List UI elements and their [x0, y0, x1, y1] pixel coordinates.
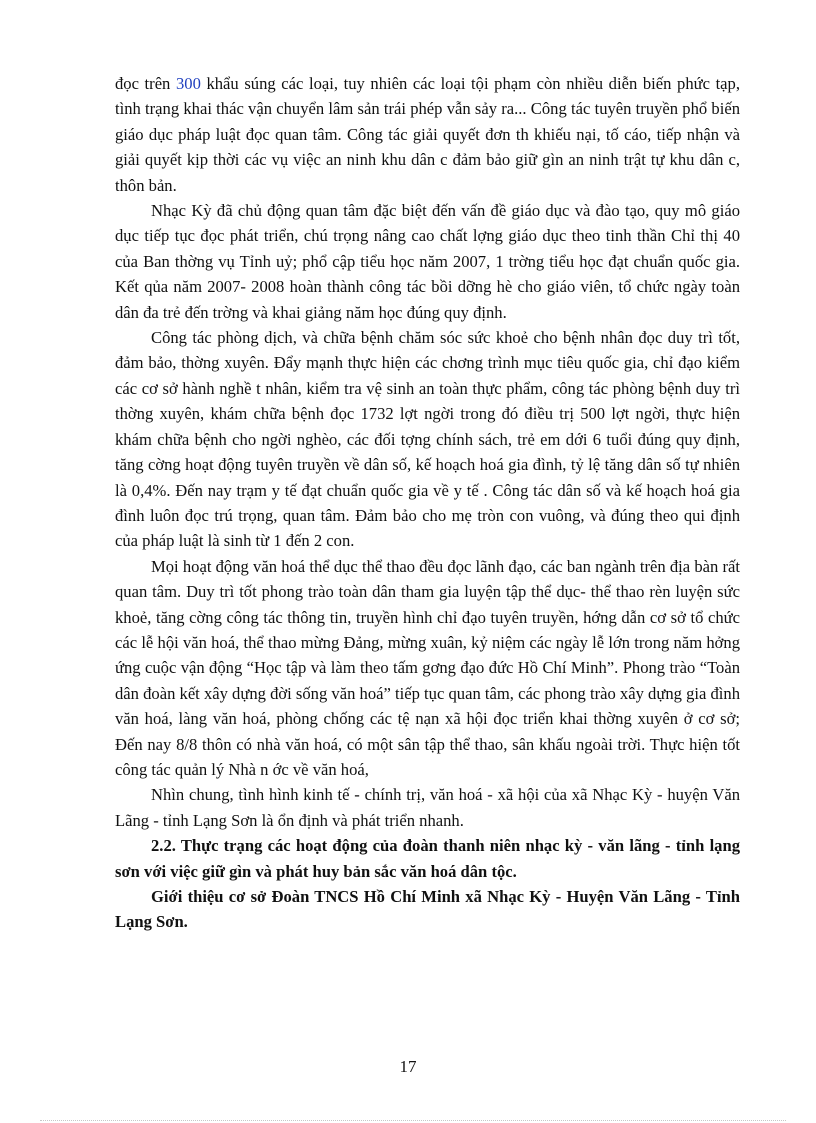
paragraph-4: Mọi hoạt động văn hoá thể dục thể thao đều đọc lãnh đạo, các ban ngành trên địa bàn rất quan tâm. Duy trì tốt phong trào toàn dân tham gia luyện tập thể dục- thể thao rèn luyện sức khoẻ, tăng cờng công tác thông tin, truyền hình chỉ đạo tuyên truyền, hớng dẫn cơ sở tổ chức các lễ hội văn hoá, thể thao mừng Đảng, mừng xuân, kỷ niệm các ngày lễ lớn trong năm hởng ứng cuộc vận động “Học tập và làm theo tấm gơng đạo đức Hồ Chí Minh”. Phong trào “Toàn dân đoàn kết xây dựng đời sống văn hoá” tiếp tục quan tâm, các phong trào xây dựng gia đình văn hoá, làng văn hoá, phòng chống các tệ nạn xã hội đọc triển khai thờng xuyên ở cơ sở; Đến nay 8/8 thôn có nhà văn hoá, có một sân tập thể thao, sân khấu ngoài trời. Thực hiện tốt công tác quản lý Nhà n ớc về văn hoá,: [115, 556, 740, 779]
section-heading: 2.2. Thực trạng các hoạt động của đoàn thanh niên nhạc kỳ - văn lãng - tỉnh lạng sơn với việc giữ gìn và phát huy bản sắc văn hoá dân tộc.: [115, 836, 740, 881]
highlighted-number: 300: [175, 74, 201, 93]
page-number: 17: [399, 1057, 417, 1076]
paragraph-2: Nhạc Kỳ đã chủ động quan tâm đặc biệt đến vấn đề giáo dục và đào tạo, quy mô giáo dục tiếp tục đọc phát triển, chú trọng nâng cao chất lợng giáo dục theo tinh thần Chỉ thị 40 của Ban thờng vụ Tỉnh uỷ; phổ cập tiểu học năm 2007, 1 trờng tiểu học đạt chuẩn quốc gia. Kết qủa năm 2007- 2008 hoàn thành công tác bồi dỡng hè cho giáo viên, tổ chức ngày toàn dân đa trẻ đến trờng và khai giảng năm học đúng quy định.: [115, 201, 740, 322]
paragraph-5: Nhìn chung, tình hình kinh tế - chính trị, văn hoá - xã hội của xã Nhạc Kỳ - huyện Văn Lãng - tỉnh Lạng Sơn là ổn định và phát triển nhanh.: [115, 785, 740, 830]
paragraph-3: Công tác phòng dịch, và chữa bệnh chăm sóc sức khoẻ cho bệnh nhân đọc duy trì tốt, đảm bảo, thờng xuyên. Đẩy mạnh thực hiện các chơng trình mục tiêu quốc gia, chỉ đạo kiểm các cơ sở hành nghề t nhân, kiểm tra vệ sinh an toàn thực phẩm, công tác phòng bệnh duy trì thờng xuyên, khám chữa bệnh đọc 1732 lợt ngời trong đó điều trị 500 lợt ngời, thực hiện khám chữa bệnh cho ngời nghèo, các đối tợng chính sách, trẻ em dới 6 tuổi đúng quy định, tăng cờng hoạt động tuyên truyền về dân số, kế hoạch hoá gia đình, tỷ lệ tăng dân số tự nhiên là 0,4%. Đến nay trạm y tế đạt chuẩn quốc gia về y tế . Công tác dân số và kế hoạch hoá gia đình luôn đọc trú trọng, quan tâm. Đảm bảo cho mẹ tròn con vuông, và đúng theo qui định của pháp luật là sinh từ 1 đến 2 con.: [115, 328, 740, 551]
subsection-heading: Giới thiệu cơ sở Đoàn TNCS Hồ Chí Minh xã Nhạc Kỳ - Huyện Văn Lãng - Tỉnh Lạng Sơn.: [115, 887, 740, 932]
paragraph-1: [115, 71, 740, 198]
page-bottom-border: [40, 1120, 786, 1121]
document-page: [115, 71, 740, 935]
paragraph-1-rest: khẩu súng các loại, tuy nhiên các loại tội phạm còn nhiều diễn biến phức tạp, tình trạng khai thác vận chuyển lâm sản trái phép vẫn sảy ra... Công tác tuyên truyền phổ biến giáo dục pháp luật đọc quan tâm. Công tác giải quyết đơn th khiếu nại, tố cáo, tiếp nhận và giải quyết kịp thời các vụ việc an ninh khu dân c đảm bảo giữ gìn an ninh trật tự khu dân c, thôn bản.: [115, 74, 740, 195]
paragraph-1-start: đọc trên: [115, 74, 176, 93]
